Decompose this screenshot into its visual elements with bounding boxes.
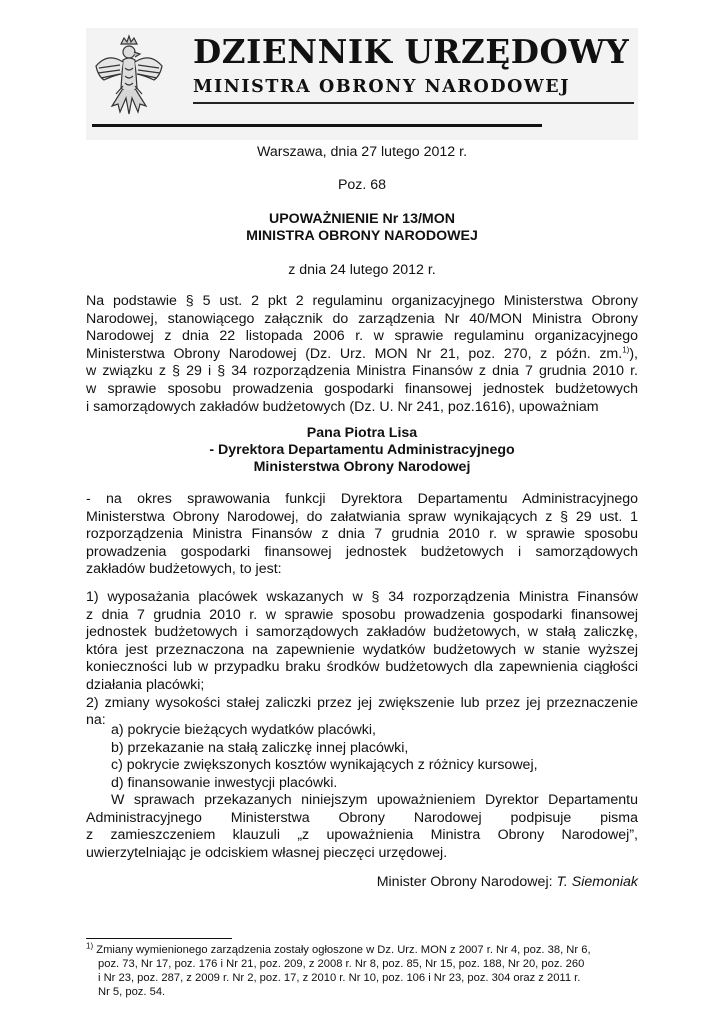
list-item: b) przekazanie na stałą zaliczkę innej placówki, <box>111 739 409 756</box>
scope-line: zakładów budżetowych, to jest: <box>86 561 282 578</box>
item-2-line: 2) zmiany wysokości stałej zaliczki przez jej zwiększenie lub przez jej przeznaczenie <box>86 694 638 711</box>
item-2-line: na: <box>86 712 106 729</box>
closing-line: uwierzytelniając je odciskiem własnej pieczęci urzędowej. <box>86 844 448 861</box>
closing-line: Administracyjnego Ministerstwa Obrony Narodowej podpisuje pisma <box>86 809 638 826</box>
signature <box>377 874 638 890</box>
intro-line: w związku z § 29 i § 34 rozporządzenia Ministra Finansów z dnia 7 grudnia 2010 r. <box>86 363 638 380</box>
item-1-line: która jest przeznaczona na zapewnienie wydatków budżetowych w stanie wyższej <box>86 641 638 658</box>
document-date: z dnia 24 lutego 2012 r. <box>288 262 436 278</box>
footnote-marker: 1) <box>86 941 94 951</box>
footnote-line: i Nr 23, poz. 287, z 2009 r. Nr 2, poz. 17, z 2010 r. Nr 10, poz. 106 i Nr 23, poz. 304 oraz z 2011 r. <box>98 971 581 984</box>
scope-line: Ministerstwa Obrony Narodowej, do załatwiania spraw wynikających z § 29 ust. 1 <box>86 508 638 525</box>
scope-line: - na okres sprawowania funkcji Dyrektora Departamentu Administracyjnego <box>86 491 638 507</box>
intro-line-with-footnote <box>86 346 638 364</box>
intro-paragraph <box>86 293 638 416</box>
masthead-bottom-rule <box>92 124 542 127</box>
intro-line: Narodowej, stanowiącego załącznik do zarządzenia Nr 40/MON Ministra Obrony <box>86 310 638 327</box>
eagle-emblem-icon <box>90 32 168 122</box>
position-number: Poz. 68 <box>337 177 387 193</box>
intro-line-tail: ), <box>629 345 638 362</box>
item-1-line: działania placówki; <box>86 676 205 693</box>
addressee-ministry: Ministerstwa Obrony Narodowej <box>253 459 471 475</box>
item-1-line: 1) wyposażania placówek wskazanych w § 34 rozporządzenia Ministra Finansów <box>86 589 638 605</box>
addressee-role: - Dyrektora Departamentu Administracyjnego <box>209 442 515 458</box>
sub-items-list <box>111 722 538 792</box>
masthead <box>86 28 638 140</box>
masthead-subtitle: MINISTRA OBRONY NARODOWEJ <box>193 77 571 97</box>
list-item: d) finansowanie inwestycji placówki. <box>111 774 338 791</box>
document-title-2: MINISTRA OBRONY NARODOWEJ <box>246 228 478 244</box>
item-1-line: jednostek budżetowych i samorządowych zakładów budżetowych, w stałą zaliczkę, <box>86 624 638 641</box>
scope-line: rozporządzenia Ministra Finansów z dnia 7 grudnia 2010 r. w sprawie sposobu <box>86 526 638 543</box>
footnote-divider <box>86 938 232 939</box>
footnote-ref: 1) <box>622 345 630 355</box>
footnote <box>86 941 638 1000</box>
item-1-line: konieczności lub w przypadku braku środków budżetowych dla zapewnienia ciągłości <box>86 659 638 676</box>
signature-name: T. Siemoniak <box>556 874 638 890</box>
scope-line: prowadzenia gospodarki finansowej jednostek budżetowych i samorządowych <box>86 543 638 560</box>
footnote-line <box>86 941 638 958</box>
footnote-line: Nr 5, poz. 54. <box>98 985 166 998</box>
masthead-rule <box>193 102 634 104</box>
list-item: c) pokrycie zwiększonych kosztów wynikających z różnicy kursowej, <box>111 757 538 774</box>
footnote-text: Zmiany wymienionego zarządzenia zostały ogłoszone w Dz. Urz. MON z 2007 r. Nr 4, poz. 38, Nr 6, <box>96 944 591 956</box>
footnote-line: poz. 73, Nr 17, poz. 176 i Nr 21, poz. 209, z 2008 r. Nr 8, poz. 85, Nr 15, poz. 188, Nr 20, poz. 260 <box>98 957 585 970</box>
intro-line: i samorządowych zakładów budżetowych (Dz. U. Nr 241, poz.1616), upoważniam <box>86 398 599 415</box>
item-1-line: z dnia 7 grudnia 2010 r. w sprawie sposobu prowadzenia gospodarki finansowej <box>86 606 638 623</box>
intro-line: Narodowej z dnia 22 listopada 2006 r. w sprawie regulaminu organizacyjnego <box>86 328 638 345</box>
closing-line: W sprawach przekazanych niniejszym upoważnieniem Dyrektor Departamentu <box>111 792 638 808</box>
place-date: Warszawa, dnia 27 lutego 2012 r. <box>256 144 468 160</box>
document-title-1: UPOWAŻNIENIE Nr 13/MON <box>268 211 456 227</box>
item-1 <box>86 589 638 730</box>
closing-line: z zamieszczeniem klauzuli „z upoważnienia Ministra Obrony Narodowej”, <box>86 827 638 844</box>
addressee-name: Pana Piotra Lisa <box>306 425 418 441</box>
intro-line-text: Ministerstwa Obrony Narodowej (Dz. Urz. MON Nr 21, poz. 270, z późn. zm. <box>86 345 623 362</box>
list-item: a) pokrycie bieżących wydatków placówki, <box>111 722 376 738</box>
scope-paragraph <box>86 491 638 579</box>
closing-paragraph <box>86 792 638 862</box>
masthead-title: DZIENNIK URZĘDOWY <box>193 32 630 71</box>
signature-role: Minister Obrony Narodowej: <box>376 874 553 890</box>
intro-line: w sprawie sposobu prowadzenia gospodarki finansowej jednostek budżetowych <box>86 380 638 397</box>
intro-line: Na podstawie § 5 ust. 2 pkt 2 regulaminu organizacyjnego Ministerstwa Obrony <box>86 293 638 309</box>
